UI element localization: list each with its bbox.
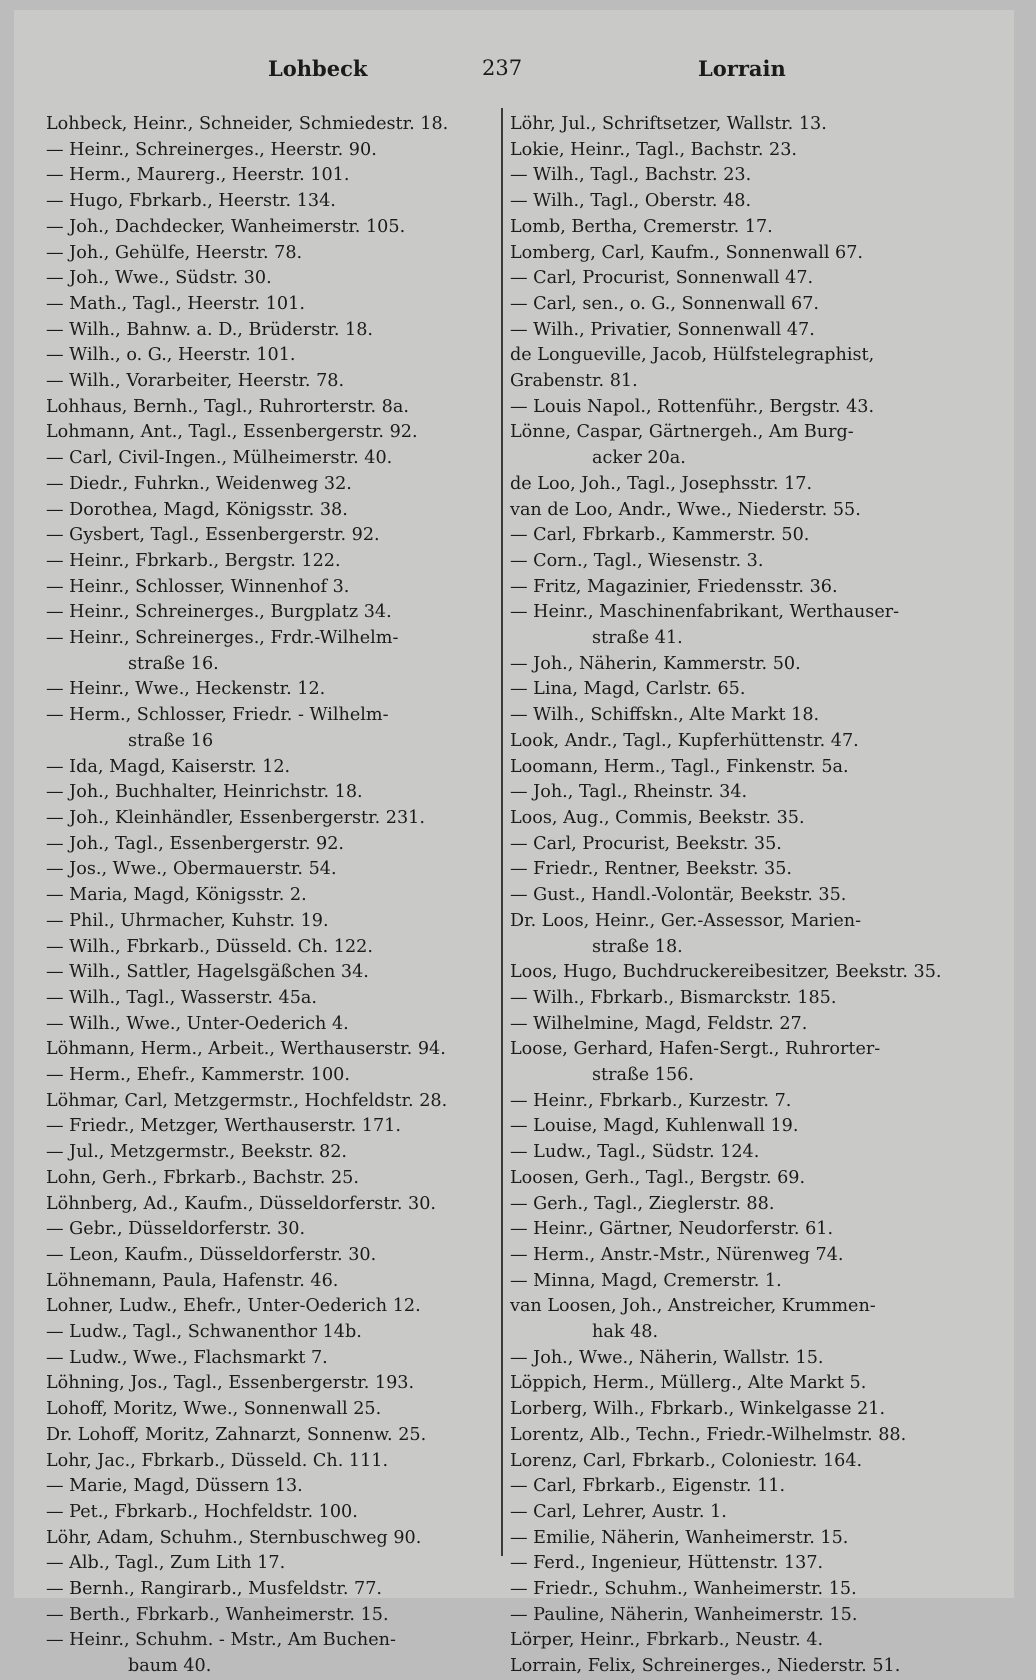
directory-entry: — Joh., Kleinhändler, Essenbergerstr. 231. (46, 807, 425, 828)
directory-entry: — Alb., Tagl., Zum Lith 17. (46, 1553, 286, 1574)
directory-entry: — Friedr., Metzger, Werthauserstr. 171. (46, 1116, 401, 1137)
directory-entry: Löhmann, Herm., Arbeit., Werthauserstr. 94. (46, 1039, 446, 1060)
directory-entry: — Fritz, Magazinier, Friedensstr. 36. (510, 576, 838, 597)
directory-entry: — Pet., Fbrkarb., Hochfeldstr. 100. (46, 1501, 358, 1522)
directory-page (14, 10, 1014, 1677)
directory-entry: — Heinr., Schlosser, Winnenhof 3. (46, 576, 350, 597)
directory-entry: — Joh., Wwe., Näherin, Wallstr. 15. (510, 1347, 824, 1368)
directory-entry: — Marie, Magd, Düssern 13. (46, 1476, 303, 1497)
directory-entry: Dr. Lohoff, Moritz, Zahnarzt, Sonnenw. 25. (46, 1424, 427, 1445)
directory-entry: Lorentz, Alb., Techn., Friedr.-Wilhelmstr. 88. (510, 1424, 907, 1445)
directory-entry: Lorenz, Carl, Fbrkarb., Coloniestr. 164. (510, 1450, 863, 1471)
directory-entry: Lorrain, Felix, Schreinerges., Niederstr. 51. (510, 1656, 901, 1677)
directory-entry: — Joh., Gehülfe, Heerstr. 78. (46, 242, 303, 263)
directory-entry: — Wilh., o. G., Heerstr. 101. (46, 345, 296, 366)
directory-entry: — Louise, Magd, Kuhlenwall 19. (510, 1116, 799, 1137)
directory-entry: — Herm., Schlosser, Friedr. - Wilhelm- (46, 705, 389, 726)
directory-entry: Lohhaus, Bernh., Tagl., Ruhrorterstr. 8a. (46, 396, 409, 417)
directory-entry: — Maria, Magd, Königsstr. 2. (46, 885, 307, 906)
column-divider (501, 108, 503, 1556)
directory-entry: Lokie, Heinr., Tagl., Bachstr. 23. (510, 139, 797, 160)
directory-entry: — Carl, Procurist, Sonnenwall 47. (510, 268, 814, 289)
directory-entry: — Heinr., Wwe., Heckenstr. 12. (46, 679, 326, 700)
directory-entry: — Gebr., Düsseldorferstr. 30. (46, 1219, 306, 1240)
directory-entry: Lohoff, Moritz, Wwe., Sonnenwall 25. (46, 1399, 382, 1420)
directory-entry: Look, Andr., Tagl., Kupferhüttenstr. 47. (510, 730, 859, 751)
directory-entry: — Heinr., Fbrkarb., Kurzestr. 7. (510, 1090, 792, 1111)
directory-entry: — Heinr., Maschinenfabrikant, Werthauser- (510, 602, 900, 623)
directory-entry: Loomann, Herm., Tagl., Finkenstr. 5a. (510, 756, 849, 777)
directory-entry: straße 41. (592, 628, 683, 649)
directory-entry: — Wilh., Schiffskn., Alte Markt 18. (510, 705, 820, 726)
directory-entry: Löhning, Jos., Tagl., Essenbergerstr. 193. (46, 1373, 415, 1394)
directory-entry: Lörper, Heinr., Fbrkarb., Neustr. 4. (510, 1630, 824, 1651)
page-number: 237 (482, 56, 523, 80)
directory-entry: — Berth., Fbrkarb., Wanheimerstr. 15. (46, 1604, 389, 1625)
directory-entry: — Ida, Magd, Kaiserstr. 12. (46, 756, 291, 777)
directory-entry: — Carl, Procurist, Beekstr. 35. (510, 833, 782, 854)
directory-entry: Dr. Loos, Heinr., Ger.-Assessor, Marien- (510, 910, 862, 931)
directory-entry: — Gust., Handl.-Volontär, Beekstr. 35. (510, 885, 847, 906)
directory-entry: — Minna, Magd, Cremerstr. 1. (510, 1270, 782, 1291)
directory-entry: — Hugo, Fbrkarb., Heerstr. 134. (46, 191, 336, 212)
directory-entry: — Heinr., Schreinerges., Heerstr. 90. (46, 139, 377, 160)
directory-entry: — Joh., Tagl., Essenbergerstr. 92. (46, 833, 345, 854)
directory-entry: — Diedr., Fuhrkn., Weidenweg 32. (46, 473, 352, 494)
directory-entry: — Gysbert, Tagl., Essenbergerstr. 92. (46, 525, 380, 546)
directory-entry: — Leon, Kaufm., Düsseldorferstr. 30. (46, 1244, 377, 1265)
directory-entry: — Gerh., Tagl., Zieglerstr. 88. (510, 1193, 775, 1214)
directory-entry: Löhnemann, Paula, Hafenstr. 46. (46, 1270, 339, 1291)
directory-entry: — Wilh., Wwe., Unter-Oederich 4. (46, 1013, 349, 1034)
directory-entry: Lorberg, Wilh., Fbrkarb., Winkelgasse 21. (510, 1399, 886, 1420)
directory-entry: — Bernh., Rangirarb., Musfeldstr. 77. (46, 1579, 383, 1600)
directory-entry: straße 16 (128, 730, 214, 751)
directory-entry: — Wilh., Tagl., Wasserstr. 45a. (46, 987, 318, 1008)
directory-entry: Lohner, Ludw., Ehefr., Unter-Oederich 12. (46, 1296, 421, 1317)
left-column (46, 112, 494, 1680)
directory-entry: Lohmann, Ant., Tagl., Essenbergerstr. 92. (46, 422, 418, 443)
header-last-entry: Lorrain (698, 56, 786, 81)
directory-entry: — Pauline, Näherin, Wanheimerstr. 15. (510, 1604, 858, 1625)
directory-entry: acker 20a. (592, 448, 686, 469)
directory-entry: — Carl, Civil-Ingen., Mülheimerstr. 40. (46, 448, 393, 469)
directory-entry: Grabenstr. 81. (510, 371, 638, 392)
directory-entry: — Herm., Ehefr., Kammerstr. 100. (46, 1065, 350, 1086)
directory-entry: Lohbeck, Heinr., Schneider, Schmiedestr. 18. (46, 114, 449, 134)
directory-entry: — Ludw., Wwe., Flachsmarkt 7. (46, 1347, 328, 1368)
directory-entry: — Friedr., Rentner, Beekstr. 35. (510, 859, 792, 880)
directory-entry: — Emilie, Näherin, Wanheimerstr. 15. (510, 1527, 849, 1548)
directory-entry: de Loo, Joh., Tagl., Josephsstr. 17. (510, 473, 813, 494)
directory-entry: — Ludw., Tagl., Südstr. 124. (510, 1142, 760, 1163)
directory-entry: Loosen, Gerh., Tagl., Bergstr. 69. (510, 1167, 806, 1188)
directory-entry: — Heinr., Fbrkarb., Bergstr. 122. (46, 550, 341, 571)
directory-entry: Loos, Aug., Commis, Beekstr. 35. (510, 807, 805, 828)
directory-entry: Löhr, Jul., Schriftsetzer, Wallstr. 13. (510, 114, 827, 134)
directory-entry: — Jul., Metzgermstr., Beekstr. 82. (46, 1142, 348, 1163)
directory-entry: — Joh., Näherin, Kammerstr. 50. (510, 653, 801, 674)
directory-entry: Lohn, Gerh., Fbrkarb., Bachstr. 25. (46, 1167, 359, 1188)
directory-entry: — Wilh., Bahnw. a. D., Brüderstr. 18. (46, 319, 373, 340)
directory-entry: — Wilh., Vorarbeiter, Heerstr. 78. (46, 371, 345, 392)
directory-entry: — Friedr., Schuhm., Wanheimerstr. 15. (510, 1579, 857, 1600)
directory-entry: Loose, Gerhard, Hafen-Sergt., Ruhrorter- (510, 1039, 881, 1060)
directory-entry: — Heinr., Schreinerges., Burgplatz 34. (46, 602, 392, 623)
directory-entry: — Wilh., Fbrkarb., Bismarckstr. 185. (510, 987, 837, 1008)
directory-entry: Löhmar, Carl, Metzgermstr., Hochfeldstr. 28. (46, 1090, 448, 1111)
directory-entry: — Phil., Uhrmacher, Kuhstr. 19. (46, 910, 329, 931)
directory-entry: — Carl, Fbrkarb., Eigenstr. 11. (510, 1476, 786, 1497)
directory-entry: — Ferd., Ingenieur, Hüttenstr. 137. (510, 1553, 824, 1574)
directory-entry: — Heinr., Gärtner, Neudorferstr. 61. (510, 1219, 834, 1240)
directory-entry: hak 48. (592, 1322, 659, 1343)
directory-entry: straße 156. (592, 1065, 694, 1086)
directory-entry: Lomb, Bertha, Cremerstr. 17. (510, 216, 773, 237)
page-header (58, 56, 978, 96)
directory-entry: — Heinr., Schuhm. - Mstr., Am Buchen- (46, 1630, 396, 1651)
directory-entry: van de Loo, Andr., Wwe., Niederstr. 55. (510, 499, 861, 520)
directory-entry: — Carl, Fbrkarb., Kammerstr. 50. (510, 525, 810, 546)
directory-entry: — Wilh., Privatier, Sonnenwall 47. (510, 319, 815, 340)
directory-entry: de Longueville, Jacob, Hülfstelegraphist, (510, 345, 875, 366)
directory-entry: — Joh., Dachdecker, Wanheimerstr. 105. (46, 216, 406, 237)
directory-entry: Löhnberg, Ad., Kaufm., Düsseldorferstr. 30. (46, 1193, 437, 1214)
directory-entry: — Joh., Buchhalter, Heinrichstr. 18. (46, 782, 363, 803)
directory-entry: — Louis Napol., Rottenführ., Bergstr. 43. (510, 396, 875, 417)
directory-entry: — Ludw., Tagl., Schwanenthor 14b. (46, 1322, 362, 1343)
directory-entry: — Joh., Tagl., Rheinstr. 34. (510, 782, 748, 803)
directory-entry: — Math., Tagl., Heerstr. 101. (46, 293, 305, 314)
directory-entry: — Corn., Tagl., Wiesenstr. 3. (510, 550, 764, 571)
directory-entry: straße 16. (128, 653, 219, 674)
directory-entry: Lomberg, Carl, Kaufm., Sonnenwall 67. (510, 242, 864, 263)
directory-entry: — Wilh., Tagl., Bachstr. 23. (510, 165, 752, 186)
directory-entry: — Herm., Anstr.-Mstr., Nürenweg 74. (510, 1244, 844, 1265)
directory-entry: — Carl, Lehrer, Austr. 1. (510, 1501, 727, 1522)
directory-entry: — Wilh., Tagl., Oberstr. 48. (510, 191, 752, 212)
directory-entry: Löppich, Herm., Müllerg., Alte Markt 5. (510, 1373, 867, 1394)
directory-entry: — Wilhelmine, Magd, Feldstr. 27. (510, 1013, 808, 1034)
directory-entry: Lohr, Jac., Fbrkarb., Düsseld. Ch. 111. (46, 1450, 389, 1471)
directory-entry: — Jos., Wwe., Obermauerstr. 54. (46, 859, 337, 880)
directory-entry: — Wilh., Sattler, Hagelsgäßchen 34. (46, 962, 369, 983)
directory-entry: — Heinr., Schreinerges., Frdr.-Wilhelm- (46, 628, 399, 649)
directory-entry: — Dorothea, Magd, Königsstr. 38. (46, 499, 348, 520)
directory-entry: straße 18. (592, 936, 683, 957)
right-column (510, 112, 985, 1680)
directory-entry: — Carl, sen., o. G., Sonnenwall 67. (510, 293, 820, 314)
header-first-entry: Lohbeck (268, 56, 368, 81)
directory-entry: — Lina, Magd, Carlstr. 65. (510, 679, 746, 700)
directory-entry: — Joh., Wwe., Südstr. 30. (46, 268, 272, 289)
directory-entry: Lönne, Caspar, Gärtnergeh., Am Burg- (510, 422, 854, 443)
directory-entry: — Wilh., Fbrkarb., Düsseld. Ch. 122. (46, 936, 373, 957)
directory-entry: Löhr, Adam, Schuhm., Sternbuschweg 90. (46, 1527, 422, 1548)
directory-entry: van Loosen, Joh., Anstreicher, Krummen- (510, 1296, 876, 1317)
directory-entry: — Herm., Maurerg., Heerstr. 101. (46, 165, 350, 186)
directory-entry: Loos, Hugo, Buchdruckereibesitzer, Beekstr. 35. (510, 962, 942, 983)
directory-entry: baum 40. (128, 1656, 212, 1677)
